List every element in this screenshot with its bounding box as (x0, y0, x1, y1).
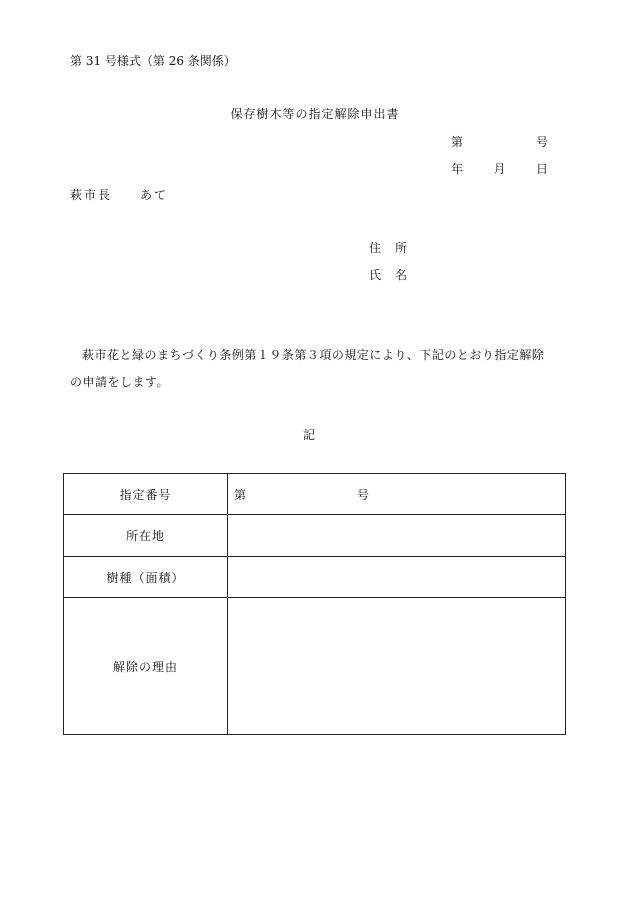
table-row-species (64, 557, 566, 598)
reason-field[interactable] (228, 598, 566, 735)
request-body-text: 萩市花と緑のまちづくり条例第１９条第３項の規定により、下記のとおり指定解除の申請をします。 (70, 348, 545, 389)
details-table (63, 473, 566, 735)
date-line (451, 160, 548, 177)
addressee: 萩市長 あて (70, 188, 169, 202)
location-field[interactable] (228, 515, 566, 557)
table-row-designation (64, 474, 566, 515)
location-label: 所在地 (64, 515, 228, 557)
designation-number-field[interactable] (228, 474, 566, 515)
applicant-name-label: 氏名 (369, 268, 422, 282)
number-prefix: 第 (451, 135, 464, 149)
applicant-address-label: 住所 (369, 241, 422, 255)
number-suffix: 号 (535, 135, 548, 149)
date-year: 年 (451, 162, 464, 176)
designation-number-label: 指定番号 (64, 474, 228, 515)
reason-label: 解除の理由 (64, 598, 228, 735)
designation-suffix: 号 (356, 487, 370, 502)
species-area-label: 樹種（面積） (64, 557, 228, 598)
designation-prefix: 第 (234, 487, 248, 502)
table-row-reason (64, 598, 566, 735)
form-number: 第 31 号様式（第 26 条関係） (70, 54, 236, 68)
document-number-line (451, 133, 548, 150)
table-row-location (64, 515, 566, 557)
document-title: 保存樹木等の指定解除申出書 (230, 107, 400, 121)
date-month: 月 (493, 162, 506, 176)
ki-heading: 記 (302, 428, 315, 442)
date-day: 日 (535, 162, 548, 176)
species-area-field[interactable] (228, 557, 566, 598)
